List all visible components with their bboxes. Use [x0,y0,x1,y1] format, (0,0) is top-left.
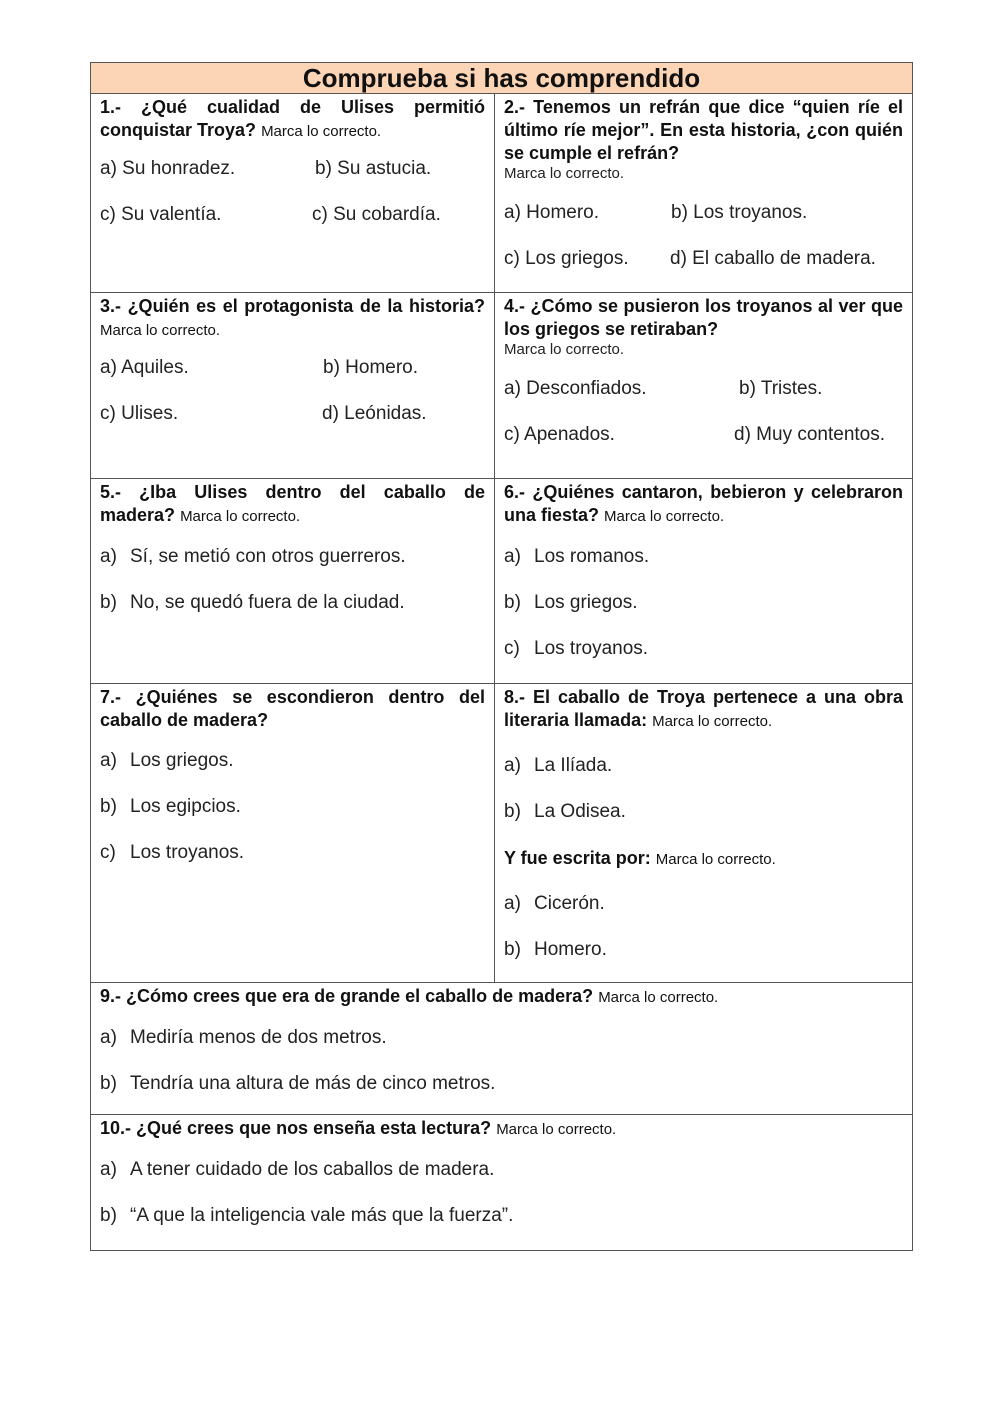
question-7: 7.- ¿Quiénes se escondieron dentro del caballo de madera? [100,687,485,730]
question-2-cell [495,94,913,293]
option[interactable]: a) Mediría menos de dos metros. [100,1027,387,1048]
option[interactable]: a) Aquiles. [100,357,189,378]
option[interactable]: b) Tristes. [739,378,823,399]
question-5: 5.- ¿Iba Ulises dentro del caballo de madera? Marca lo correcto. [100,482,485,525]
worksheet-title: Comprueba si has comprendido [91,63,913,94]
hint-text: Marca lo correcto. [504,165,625,182]
hint-text: Marca lo correcto. [496,1121,617,1138]
hint-text: Marca lo correcto. [261,123,382,140]
hint-text: Marca lo correcto. [598,989,719,1006]
option[interactable]: b) “A que la inteligencia vale más que la fuerza”. [100,1205,514,1226]
option[interactable]: c) Los griegos. [504,248,629,269]
question-4: 4.- ¿Cómo se pusieron los troyanos al ver que los griegos se retiraban? [504,296,904,339]
hint-text: Marca lo correcto. [604,508,725,525]
option[interactable]: a) Sí, se metió con otros guerreros. [100,546,406,567]
option[interactable]: b) Homero. [504,939,607,960]
worksheet [90,62,912,1251]
question-4-options [504,378,903,446]
option[interactable]: b) Tendría una altura de más de cinco metros. [100,1073,496,1094]
question-8-cell [495,684,913,983]
option[interactable]: b) Homero. [323,357,419,378]
option[interactable]: b) La Odisea. [504,801,626,822]
option[interactable]: a) A tener cuidado de los caballos de madera. [100,1159,495,1180]
question-9: 9.- ¿Cómo crees que era de grande el caballo de madera? Marca lo correcto. [100,986,719,1006]
question-6: 6.- ¿Quiénes cantaron, bebieron y celebraron una fiesta? Marca lo correcto. [504,482,904,525]
question-5-cell [91,479,495,684]
question-4-cell [495,293,913,479]
hint-text: Marca lo correcto. [504,341,625,358]
question-3-cell [91,293,495,479]
option[interactable]: c) Ulises. [100,403,179,424]
question-9-options [100,1027,903,1095]
option[interactable]: b) Los troyanos. [671,202,808,223]
question-10-options [100,1159,903,1227]
question-3: 3.- ¿Quién es el protagonista de la historia? Marca lo correcto. [100,296,485,339]
question-2: 2.- Tenemos un refrán que dice “quien ríe el último ríe mejor”. En esta historia, ¿con quién se cumple el refrán? [504,97,904,163]
option[interactable]: d) Muy contentos. [734,424,886,445]
question-2-options [504,202,903,270]
hint-text: Marca lo correcto. [180,508,301,525]
option[interactable]: c) Su valentía. [100,204,222,225]
question-10-cell [91,1115,913,1251]
question-6-cell [495,479,913,684]
question-6-options [504,546,903,660]
option[interactable]: c) Apenados. [504,424,615,445]
question-8-suboptions [504,893,903,961]
option[interactable]: d) El caballo de madera. [670,248,876,269]
quiz-table [90,62,913,1251]
question-1-cell [91,94,495,293]
question-1: 1.- ¿Qué cualidad de Ulises permitió conquistar Troya? Marca lo correcto. [100,97,485,140]
hint-text: Marca lo correcto. [652,713,773,730]
option[interactable]: d) Leónidas. [322,403,427,424]
question-3-options [100,357,485,425]
option[interactable]: a) Los griegos. [100,750,234,771]
option[interactable]: a) La Ilíada. [504,755,613,776]
question-7-options [100,750,485,864]
question-1-options [100,158,485,226]
question-10: 10.- ¿Qué crees que nos enseña esta lectura? Marca lo correcto. [100,1118,617,1138]
question-9-cell [91,983,913,1115]
option[interactable]: c) Su cobardía. [312,204,441,225]
option[interactable]: b) No, se quedó fuera de la ciudad. [100,592,405,613]
question-8-subquestion: Y fue escrita por: Marca lo correcto. [504,848,776,868]
option[interactable]: b) Los griegos. [504,592,638,613]
option[interactable]: c) Los troyanos. [100,842,245,863]
option[interactable]: c) Los troyanos. [504,638,649,659]
question-8-options [504,755,903,823]
option[interactable]: a) Su honradez. [100,158,236,179]
hint-text: Marca lo correcto. [655,851,776,868]
option[interactable]: a) Desconfiados. [504,378,647,399]
option[interactable]: b) Los egipcios. [100,796,241,817]
question-7-cell [91,684,495,983]
question-5-options [100,546,485,614]
option[interactable]: a) Homero. [504,202,600,223]
hint-text: Marca lo correcto. [100,322,221,339]
option[interactable]: a) Cicerón. [504,893,605,914]
option[interactable]: a) Los romanos. [504,546,650,567]
option[interactable]: b) Su astucia. [315,158,432,179]
question-8: 8.- El caballo de Troya pertenece a una obra literaria llamada: Marca lo correcto. [504,687,904,730]
